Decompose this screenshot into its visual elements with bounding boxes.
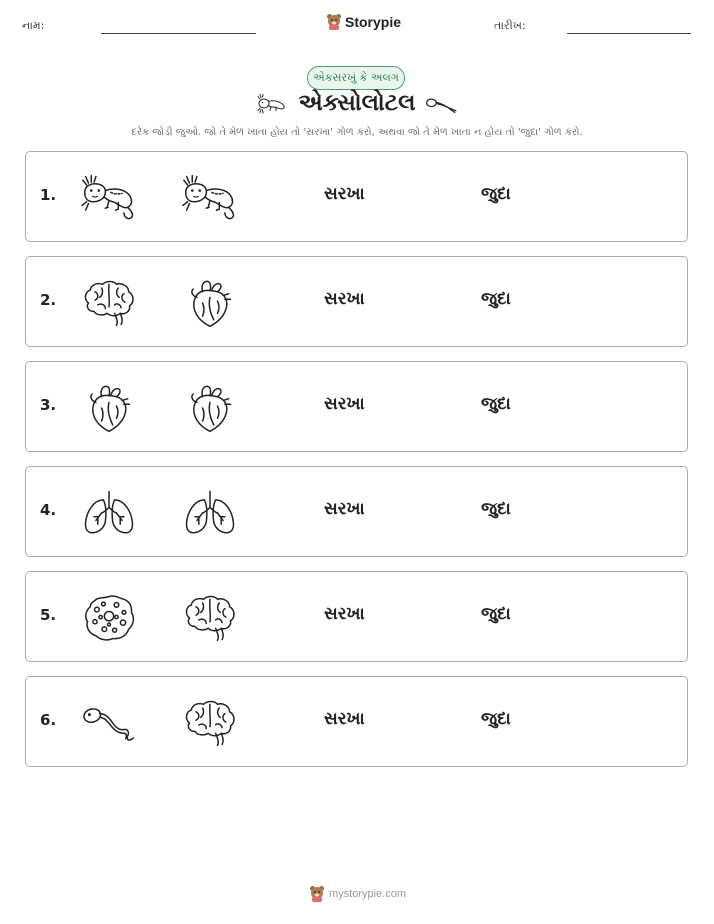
same-option[interactable]: સરખા bbox=[324, 394, 365, 414]
brain-icon bbox=[81, 277, 137, 329]
different-option[interactable]: જુદા bbox=[481, 604, 511, 624]
question-number: 3. bbox=[40, 396, 57, 414]
different-option[interactable]: જુદા bbox=[481, 709, 511, 729]
question-number: 6. bbox=[40, 711, 57, 729]
heart-icon bbox=[182, 277, 238, 329]
different-option[interactable]: જુદા bbox=[481, 184, 511, 204]
same-option[interactable]: સરખા bbox=[324, 499, 365, 519]
bear-icon bbox=[326, 13, 342, 30]
sperm-icon bbox=[425, 96, 457, 114]
question-number: 1. bbox=[40, 186, 57, 204]
lungs-icon bbox=[182, 487, 238, 539]
different-option[interactable]: જુદા bbox=[481, 289, 511, 309]
question-card bbox=[25, 676, 688, 767]
different-option[interactable]: જુદા bbox=[481, 394, 511, 414]
question-card bbox=[25, 151, 688, 242]
heart-icon bbox=[182, 382, 238, 434]
brain-icon bbox=[182, 697, 238, 749]
sperm-icon bbox=[81, 697, 137, 749]
axolotl-icon bbox=[182, 172, 238, 224]
question-number: 2. bbox=[40, 291, 57, 309]
heart-icon bbox=[81, 382, 137, 434]
name-label: નામ: bbox=[22, 19, 45, 32]
storypie-logo bbox=[326, 13, 401, 30]
footer-url: mystorypie.com bbox=[329, 887, 407, 900]
date-field[interactable] bbox=[567, 33, 691, 34]
date-label: તારીખ: bbox=[494, 19, 526, 32]
question-number: 5. bbox=[40, 606, 57, 624]
cell-icon bbox=[81, 592, 137, 644]
same-option[interactable]: સરખા bbox=[324, 604, 365, 624]
lungs-icon bbox=[81, 487, 137, 539]
worksheet-type-badge: એકસરખું કે અલગ bbox=[307, 66, 405, 90]
question-card bbox=[25, 466, 688, 557]
brand-name: Storypie bbox=[345, 13, 402, 30]
question-card bbox=[25, 571, 688, 662]
footer bbox=[309, 885, 406, 902]
same-option[interactable]: સરખા bbox=[324, 184, 365, 204]
axolotl-icon bbox=[81, 172, 137, 224]
question-card bbox=[25, 361, 688, 452]
instructions: દરેક જોડી જુઓ. જો તે મેળ ખાતા હોય તો 'સરખા' ગોળ કરો, અથવા જો તે મેળ ખાતા ન હોય તો 'જુદા' ગોળ કરો. bbox=[131, 127, 583, 138]
page-title: એક્સોલોટલ bbox=[298, 90, 416, 116]
name-field[interactable] bbox=[101, 33, 256, 34]
different-option[interactable]: જુદા bbox=[481, 499, 511, 519]
same-option[interactable]: સરખા bbox=[324, 289, 365, 309]
brain-icon bbox=[182, 592, 238, 644]
bear-icon bbox=[309, 885, 325, 902]
question-number: 4. bbox=[40, 501, 57, 519]
same-option[interactable]: સરખા bbox=[324, 709, 365, 729]
question-card bbox=[25, 256, 688, 347]
